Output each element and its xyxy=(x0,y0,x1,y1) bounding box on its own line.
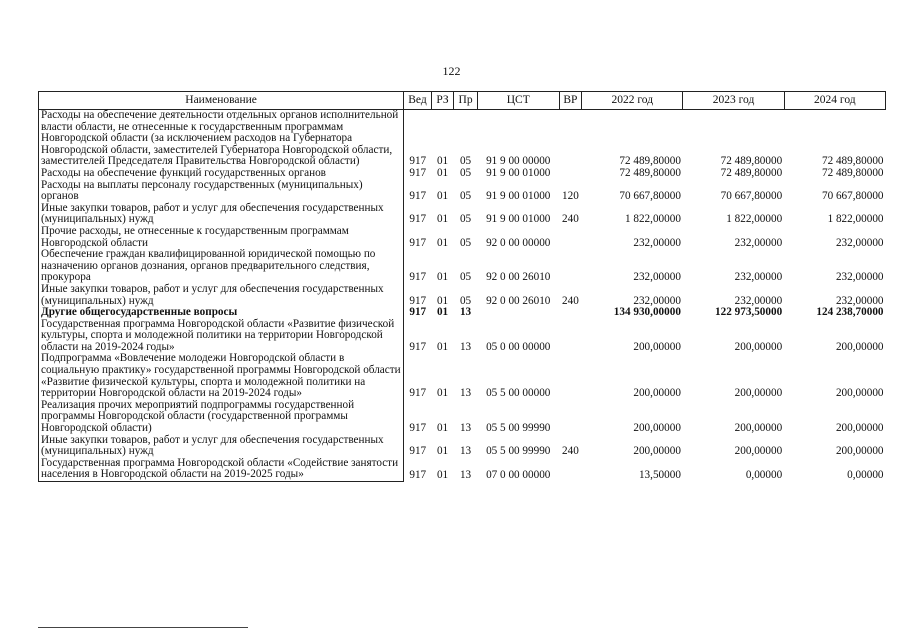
header-2023: 2023 год xyxy=(683,92,784,110)
row-vr xyxy=(559,168,582,180)
row-name: Другие общегосударственные вопросы xyxy=(39,307,404,319)
row-2024: 232,00000 xyxy=(835,294,884,307)
row-vr: 240 xyxy=(562,445,579,458)
row-cst: 05 0 00 00000 xyxy=(486,340,551,353)
row-ved: 917 xyxy=(409,155,427,168)
table-row xyxy=(39,180,886,203)
row-2023: 200,00000 xyxy=(734,340,783,353)
row-2023: 72 489,80000 xyxy=(720,166,783,179)
header-cst: ЦСТ xyxy=(477,92,559,110)
row-ved: 917 xyxy=(409,190,427,203)
row-vr xyxy=(559,249,582,284)
row-2022: 1 822,00000 xyxy=(624,213,681,226)
row-cst: 91 9 00 01000 xyxy=(486,166,551,179)
row-2022: 70 667,80000 xyxy=(619,190,681,203)
row-2022: 72 489,80000 xyxy=(619,166,681,179)
row-ved: 917 xyxy=(409,166,427,179)
row-pr: 05 xyxy=(459,213,472,226)
row-vr xyxy=(559,319,582,354)
row-ved: 917 xyxy=(409,422,427,435)
row-rz: 01 xyxy=(436,387,449,400)
row-cst xyxy=(477,307,559,319)
row-name: Расходы на обеспечение деятельности отдельных органов исполнительной власти области, не отнесенные к государственным программам Новгородской области (за исключением расходов на Губернатора Новгородской области, заместителей Губернатора Новгородской области, заместителей Председателя Правительства Новгородской области) xyxy=(39,110,404,168)
row-rz: 01 xyxy=(436,236,449,249)
page-number: 122 xyxy=(442,64,461,78)
row-2022: 72 489,80000 xyxy=(619,155,681,168)
row-pr: 05 xyxy=(459,236,472,249)
row-vr xyxy=(559,226,582,249)
row-cst: 91 9 00 00000 xyxy=(486,155,551,168)
row-ved: 917 xyxy=(409,387,427,400)
row-rz: 01 xyxy=(436,294,449,307)
row-vr xyxy=(559,110,582,168)
table-row xyxy=(39,353,886,399)
table-row xyxy=(39,284,886,307)
row-2022: 200,00000 xyxy=(633,422,681,435)
row-name: Прочие расходы, не отнесенные к государственным программам Новгородской области xyxy=(39,226,404,249)
row-rz: 01 xyxy=(436,306,449,319)
table-row xyxy=(39,319,886,354)
row-vr: 240 xyxy=(562,294,579,307)
row-pr: 13 xyxy=(459,445,472,458)
row-name: Иные закупки товаров, работ и услуг для обеспечения государственных (муниципальных) нужд xyxy=(39,284,404,307)
row-2024: 72 489,80000 xyxy=(821,155,884,168)
row-2023: 200,00000 xyxy=(734,445,783,458)
row-pr: 13 xyxy=(459,468,472,481)
row-2023: 0,00000 xyxy=(745,468,783,481)
row-rz: 01 xyxy=(436,271,449,284)
row-2022: 200,00000 xyxy=(633,340,681,353)
row-vr xyxy=(559,458,582,482)
row-pr: 13 xyxy=(459,387,472,400)
row-cst: 07 0 00 00000 xyxy=(486,468,551,481)
row-vr xyxy=(559,307,582,319)
row-vr xyxy=(559,400,582,435)
row-2024: 200,00000 xyxy=(835,445,884,458)
row-2024: 200,00000 xyxy=(835,387,884,400)
row-pr: 05 xyxy=(459,271,472,284)
row-name: Государственная программа Новгородской области «Развитие физической культуры, спорта и молодежной политики на территории Новгородской области на 2019-2024 годы» xyxy=(39,319,404,354)
row-2024: 1 822,00000 xyxy=(827,213,884,226)
row-name: Расходы на выплаты персоналу государственных (муниципальных) органов xyxy=(39,180,404,203)
row-2023: 232,00000 xyxy=(734,294,783,307)
row-2023: 122 973,50000 xyxy=(715,306,783,319)
row-ved: 917 xyxy=(409,468,427,481)
header-pr: Пр xyxy=(454,92,478,110)
row-name: Иные закупки товаров, работ и услуг для обеспечения государственных (муниципальных) нужд xyxy=(39,435,404,458)
row-ved: 917 xyxy=(409,445,427,458)
table-row xyxy=(39,307,886,319)
row-ved: 917 xyxy=(409,294,427,307)
row-name: Подпрограмма «Вовлечение молодежи Новгородской области в социальную практику» государственной программы Новгородской области «Развитие физической культуры, спорта и молодежной политики на территории Новгородской области на 2019-2024 годы» xyxy=(39,353,404,399)
row-rz: 01 xyxy=(436,340,449,353)
row-2022: 232,00000 xyxy=(633,271,681,284)
row-2022: 232,00000 xyxy=(633,294,681,307)
table-header-row xyxy=(39,92,886,110)
row-cst: 92 0 00 26010 xyxy=(486,271,551,284)
row-2024: 232,00000 xyxy=(835,271,884,284)
row-2023: 70 667,80000 xyxy=(720,190,783,203)
row-2023: 232,00000 xyxy=(734,271,783,284)
row-2023: 1 822,00000 xyxy=(726,213,783,226)
row-vr xyxy=(559,353,582,399)
row-pr: 05 xyxy=(459,190,472,203)
row-name: Государственная программа Новгородской области «Содействие занятости населения в Новгородской области на 2019-2025 годы» xyxy=(39,458,404,482)
header-2022: 2022 год xyxy=(582,92,683,110)
table-row xyxy=(39,168,886,180)
table-row xyxy=(39,203,886,226)
row-pr: 13 xyxy=(459,422,472,435)
row-vr: 240 xyxy=(562,213,579,226)
table-row xyxy=(39,458,886,482)
row-2024: 232,00000 xyxy=(835,236,884,249)
row-cst: 92 0 00 00000 xyxy=(486,236,551,249)
row-cst: 91 9 00 01000 xyxy=(486,213,551,226)
row-2024: 124 238,70000 xyxy=(816,306,884,319)
row-rz: 01 xyxy=(436,422,449,435)
row-2022: 200,00000 xyxy=(633,387,681,400)
row-ved: 917 xyxy=(409,306,427,319)
row-cst: 92 0 00 26010 xyxy=(486,294,551,307)
table-row xyxy=(39,400,886,435)
row-2024: 200,00000 xyxy=(835,340,884,353)
row-2023: 232,00000 xyxy=(734,236,783,249)
row-rz: 01 xyxy=(436,155,449,168)
row-rz: 01 xyxy=(436,445,449,458)
row-rz: 01 xyxy=(436,468,449,481)
row-rz: 01 xyxy=(436,213,449,226)
row-name: Обеспечение граждан квалифицированной юридической помощью по назначению органов дознания, органов предварительного следствия, прокурора xyxy=(39,249,404,284)
row-pr: 05 xyxy=(459,155,472,168)
row-2022: 232,00000 xyxy=(633,236,681,249)
row-vr: 120 xyxy=(562,190,579,203)
budget-table xyxy=(38,91,886,482)
row-2024: 70 667,80000 xyxy=(821,190,884,203)
row-name: Реализация прочих мероприятий подпрограммы государственной программы Новгородской области (государственной программы Новгородской области) xyxy=(39,400,404,435)
row-cst: 05 5 00 00000 xyxy=(486,387,551,400)
row-pr: 13 xyxy=(459,340,472,353)
row-cst: 05 5 00 99990 xyxy=(486,445,551,458)
row-name: Расходы на обеспечение функций государственных органов xyxy=(39,168,404,180)
row-2023: 72 489,80000 xyxy=(720,155,783,168)
header-name: Наименование xyxy=(39,92,404,110)
row-2022: 134 930,00000 xyxy=(613,306,681,319)
row-2023: 200,00000 xyxy=(734,422,783,435)
header-2024: 2024 год xyxy=(784,92,885,110)
header-rz: РЗ xyxy=(431,92,454,110)
table-row xyxy=(39,249,886,284)
table-row xyxy=(39,226,886,249)
header-vr: ВР xyxy=(559,92,582,110)
row-cst: 91 9 00 01000 xyxy=(486,190,551,203)
row-2024: 200,00000 xyxy=(835,422,884,435)
table-row xyxy=(39,110,886,168)
table-row xyxy=(39,435,886,458)
row-pr: 13 xyxy=(459,306,472,319)
row-ved: 917 xyxy=(409,236,427,249)
row-ved: 917 xyxy=(409,213,427,226)
row-pr: 05 xyxy=(459,166,472,179)
row-ved: 917 xyxy=(409,271,427,284)
row-name: Иные закупки товаров, работ и услуг для обеспечения государственных (муниципальных) нужд xyxy=(39,203,404,226)
header-ved: Вед xyxy=(404,92,432,110)
row-pr: 05 xyxy=(459,294,472,307)
row-2024: 0,00000 xyxy=(847,468,884,481)
row-2024: 72 489,80000 xyxy=(821,166,884,179)
row-rz: 01 xyxy=(436,190,449,203)
row-rz: 01 xyxy=(436,166,449,179)
footnote-divider xyxy=(38,627,248,628)
row-2022: 13,50000 xyxy=(638,468,681,481)
row-2022: 200,00000 xyxy=(633,445,681,458)
row-2023: 200,00000 xyxy=(734,387,783,400)
row-ved: 917 xyxy=(409,340,427,353)
row-cst: 05 5 00 99990 xyxy=(486,422,551,435)
